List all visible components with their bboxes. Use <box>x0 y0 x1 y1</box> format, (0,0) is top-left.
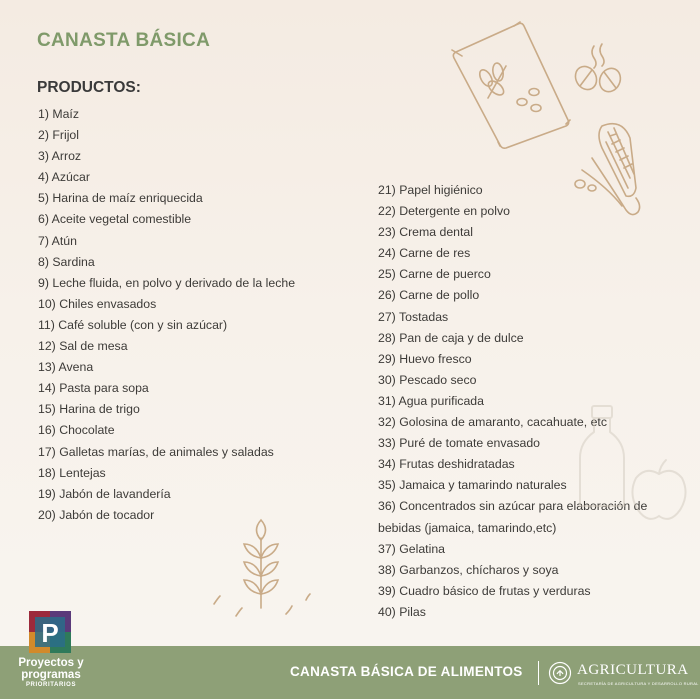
list-item: 24) Carne de res <box>378 246 471 261</box>
list-item: 12) Sal de mesa <box>38 339 128 354</box>
list-item: 29) Huevo fresco <box>378 351 472 366</box>
list-item: 23) Crema dental <box>378 225 474 240</box>
brand-line3: PRIORITARIOS <box>25 682 77 688</box>
agency-name: AGRICULTURA <box>577 662 689 678</box>
list-item: 6) Aceite vegetal comestible <box>38 212 192 227</box>
milk-bottle-icon <box>572 402 632 512</box>
list-item: 28) Pan de caja y de dulce <box>378 330 524 345</box>
national-seal-icon <box>548 661 572 690</box>
list-item: 1) Maíz <box>38 107 79 121</box>
list-item: 19) Jabón de lavandería <box>38 486 171 501</box>
list-item: 35) Jamaica y tamarindo naturales <box>378 478 567 493</box>
list-item: 18) Lentejas <box>38 465 106 480</box>
product-list-left <box>38 104 295 526</box>
apple-icon <box>628 458 690 524</box>
list-item: 39) Cuadro básico de frutas y verduras <box>378 583 591 598</box>
list-item: 37) Gelatina <box>378 541 445 556</box>
product-list-right <box>378 180 678 623</box>
list-item: 8) Sardina <box>38 254 95 269</box>
corn-cob-icon <box>572 118 647 218</box>
footer-title: CANASTA BÁSICA DE ALIMENTOS <box>290 664 523 679</box>
list-item: 7) Atún <box>38 233 77 248</box>
brand-line1: Proyectos y <box>18 657 84 669</box>
list-item: 27) Tostadas <box>378 309 449 324</box>
list-item: 31) Agua purificada <box>378 393 484 408</box>
list-item: 10) Chiles envasados <box>38 296 157 311</box>
list-item: 26) Carne de pollo <box>378 288 480 303</box>
program-brand <box>13 657 89 688</box>
list-item: 2) Frijol <box>38 128 79 143</box>
list-item: 32) Golosina de amaranto, cacahuate, etc <box>378 415 607 430</box>
list-item: 3) Arroz <box>38 149 82 164</box>
footer-divider <box>538 661 539 685</box>
list-item: 34) Frutas deshidratadas <box>378 457 515 472</box>
list-item: 14) Pasta para sopa <box>38 381 149 396</box>
list-item: 11) Café soluble (con y sin azúcar) <box>38 317 228 332</box>
list-item: 33) Puré de tomate envasado <box>378 436 541 451</box>
list-item: 30) Pescado seco <box>378 372 477 387</box>
list-item: 13) Avena <box>38 360 94 375</box>
list-item: 16) Chocolate <box>38 423 115 438</box>
list-item: 4) Azúcar <box>38 170 90 185</box>
program-logo <box>29 611 71 653</box>
wheat-sprout-icon <box>208 518 318 618</box>
list-item: 9) Leche fluida, en polvo y derivado de la leche <box>38 275 296 290</box>
coffee-beans-icon <box>572 42 628 98</box>
logo-letter: P <box>41 618 59 648</box>
list-item: 17) Galletas marías, de animales y saladas <box>38 444 274 459</box>
list-item: 20) Jabón de tocador <box>38 507 155 522</box>
list-item: 38) Garbanzos, chícharos y soya <box>378 562 559 577</box>
list-item: 5) Harina de maíz enriquecida <box>38 191 203 206</box>
list-item: 36) Concentrados sin azúcar para elaboración de bebidas (jamaica, tamarindo,etc) <box>378 499 648 535</box>
agency-subtitle: SECRETARÍA DE AGRICULTURA Y DESARROLLO RURAL <box>578 681 699 686</box>
list-item: 40) Pilas <box>378 604 426 619</box>
list-item: 22) Detergente en polvo <box>378 204 510 219</box>
products-heading: PRODUCTOS: <box>37 79 141 96</box>
list-item: 15) Harina de trigo <box>38 402 140 417</box>
list-item: 21) Papel higiénico <box>378 183 483 197</box>
brand-line2: programas <box>21 669 81 681</box>
list-item: 25) Carne de puerco <box>378 267 491 282</box>
grain-sack-icon <box>448 20 573 150</box>
page-title: CANASTA BÁSICA <box>37 30 211 51</box>
